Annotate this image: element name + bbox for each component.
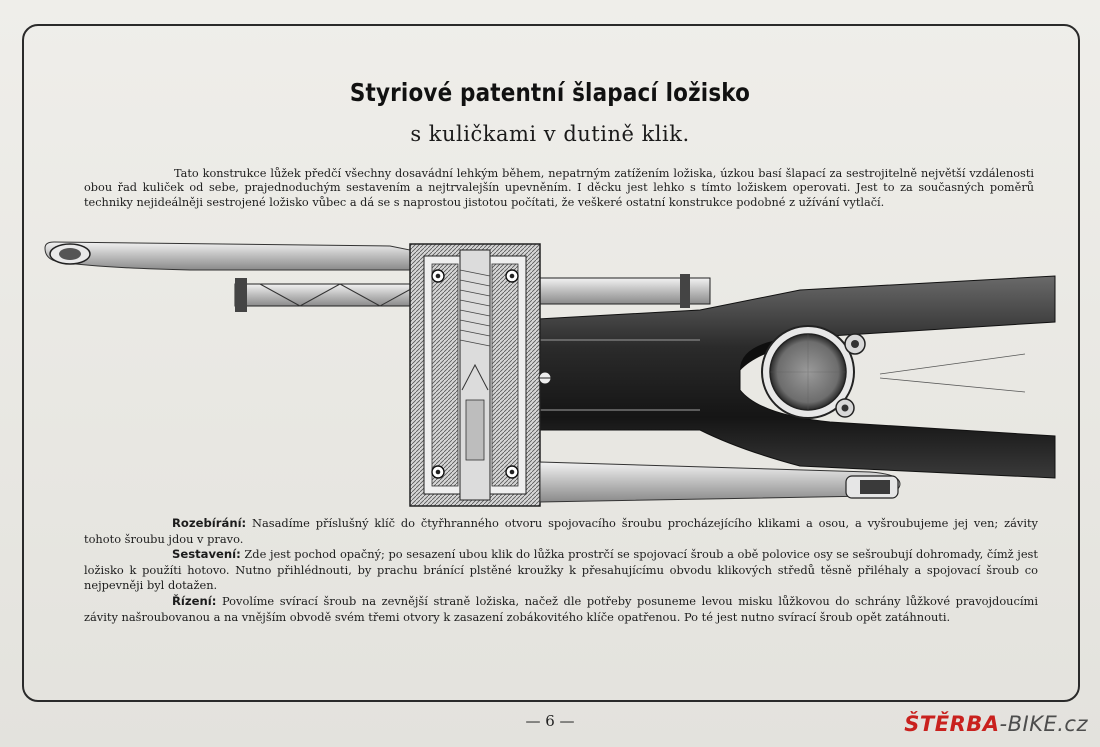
section-text: Nasadíme příslušný klíč do čtyřhranného otvoru spojovacího šroubu procházejícího klikami a osou, a vyšroubujeme jej ven; závity tohoto šroubu jdou v pravo. (84, 516, 1038, 546)
intro-text: Tato konstrukce lůžek předčí všechny dosavádní lehkým během, nepatrným zatížením ložiska, úzkou basí šlapací za sestrojitelně největší vzdálenosti obou řad kuliček od sebe, prajednoduchým sestavením a nejtrvalejšín upevněním. I děcku jest lehko s tímto ložiskem operovati. Jest to za současných poměrů techniky nejideálněji sestrojené ložisko vůbec a dá se s naprostou jistotou počítati, že veškeré ostatní konstrukce podobné z užívání vytlačí. (84, 167, 1034, 209)
watermark-suffix: -BIKE.cz (999, 712, 1088, 736)
bearing-illustration (40, 240, 1060, 510)
section-term: Rozebírání: (172, 516, 247, 530)
watermark-brand: ŠTĚRBA (904, 712, 1000, 736)
section-text: Zde jest pochod opačný; po sesazení ubou klik do lůžka prostrčí se spojovací šroub a obě polovice osy se sešroubují dohromady, čímž jest ložisko k použíti hotovo. Nutno přihlédnouti, by prachu bránící plstěné kroužky k přesahujícímu obvodu klikových středů těsně přiléhaly a spojovací šroub co nejpevněji byl dotažen. (84, 547, 1038, 593)
section-term: Řízení: (172, 593, 217, 608)
page-number: — 6 — (525, 712, 575, 730)
page-title: Styriové patentní šlapací ložisko (349, 78, 751, 107)
site-watermark (904, 712, 1088, 736)
page-subtitle: s kuličkami v dutině klik. (410, 122, 690, 146)
intro-paragraph (84, 167, 1034, 210)
section-assembly (84, 547, 1038, 594)
section-term: Sestavení: (172, 547, 241, 562)
section-disassembly (84, 516, 1038, 547)
section-adjustment (84, 594, 1038, 625)
section-text: Povolíme svírací šroub na zevnější straně ložiska, načež dle potřeby posuneme levou misku lůžkovou do schrány lůžkové pravojdoucími závity našroubovanou a na vnějším obvodě svém třemi otvory k zasazení zobákovitého klíče opatřenou. Po té jest nutno svírací šroub opět zatáhnouti. (84, 593, 1038, 624)
instructions-block (84, 516, 1038, 625)
